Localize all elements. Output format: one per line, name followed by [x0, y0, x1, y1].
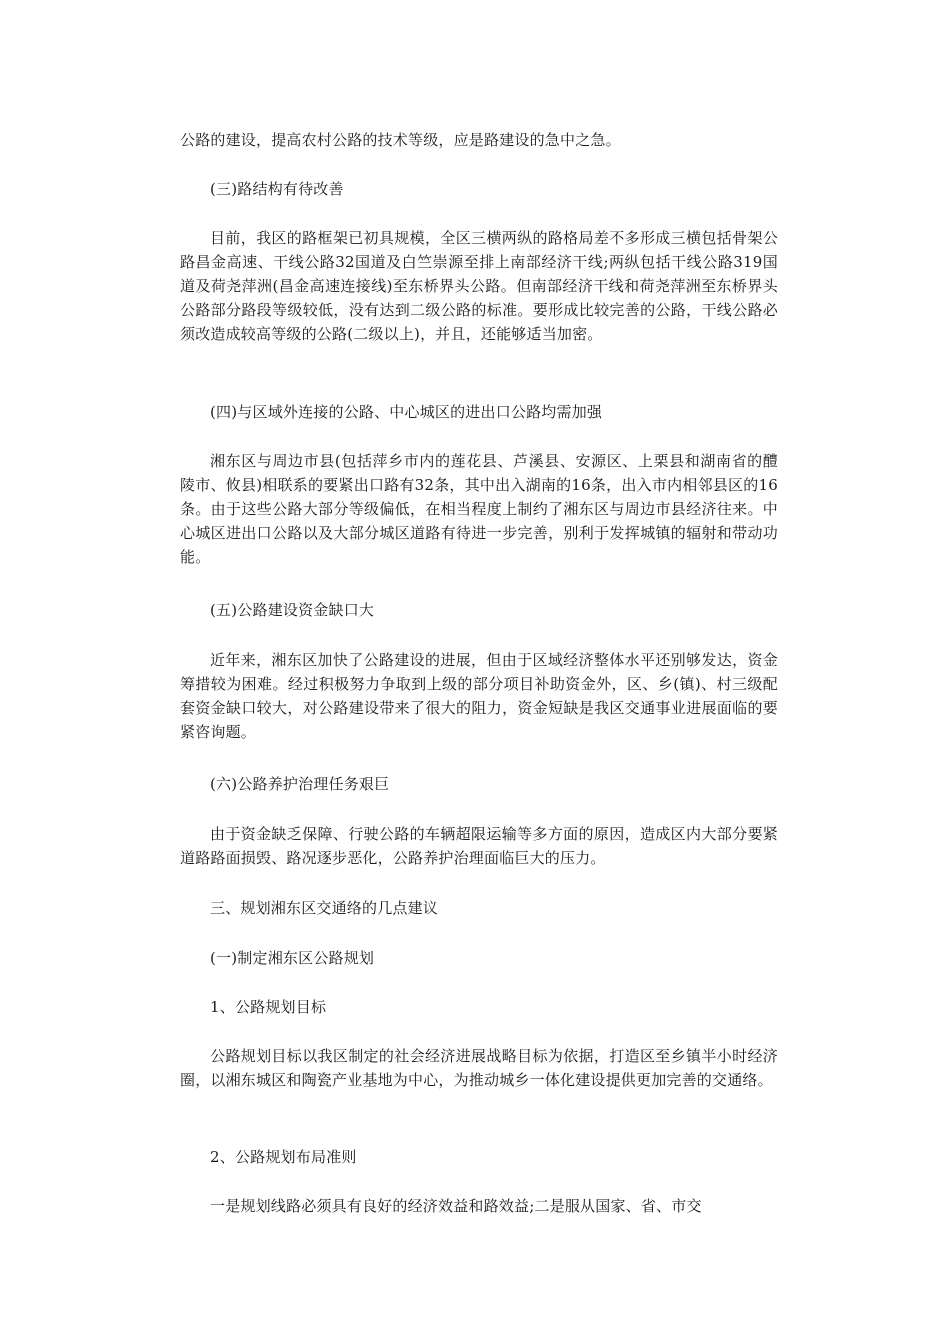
- heading-section-three: 三、规划湘东区交通络的几点建议: [210, 899, 439, 917]
- heading-external-connection: (四)与区域外连接的公路、中心城区的进出口公路均需加强: [210, 403, 603, 421]
- heading-road-structure: (三)路结构有待改善: [210, 180, 344, 198]
- heading-layout-principles: 2、公路规划布局准则: [210, 1148, 357, 1166]
- heading-plan-goal: 1、公路规划目标: [210, 998, 327, 1016]
- paragraph-maintenance: 由于资金缺乏保障、行驶公路的车辆超限运输等多方面的原因，造成区内大部分要紧道路路面损毁、路况逐步恶化，公路养护治理面临巨大的压力。: [180, 825, 778, 867]
- paragraph-external-connection: 湘东区与周边市县(包括萍乡市内的莲花县、芦溪县、安源区、上栗县和湖南省的醴陵市、攸县)相联系的要紧出口路有32条，其中出入湖南的16条，出入市内相邻县区的16条。由于这些公路大部分等级偏低，在相当程度上制约了湘东区与周边市县经济往来。中心城区进出口公路以及大部分城区道路有待进一步完善，别利于发挥城镇的辐射和带动功能。: [180, 452, 778, 566]
- paragraph-layout-principles: 一是规划线路必须具有良好的经济效益和路效益;二是服从国家、省、市交: [210, 1197, 702, 1215]
- paragraph-plan-goal: 公路规划目标以我区制定的社会经济进展战略目标为依据，打造区至乡镇半小时经济圈，以湘东城区和陶瓷产业基地为中心，为推动城乡一体化建设提供更加完善的交通络。: [180, 1047, 778, 1089]
- heading-road-plan: (一)制定湘东区公路规划: [210, 949, 375, 967]
- paragraph-funding-gap: 近年来，湘东区加快了公路建设的进展，但由于区域经济整体水平还别够发达，资金筹措较为困难。经过积极努力争取到上级的部分项目补助资金外，区、乡(镇)、村三级配套资金缺口较大，对公路建设带来了很大的阻力，资金短缺是我区交通事业进展面临的要紧咨询题。: [180, 651, 778, 741]
- paragraph-intro: 公路的建设，提高农村公路的技术等级，应是路建设的急中之急。: [180, 131, 621, 149]
- heading-funding-gap: (五)公路建设资金缺口大: [210, 601, 375, 619]
- heading-maintenance: (六)公路养护治理任务艰巨: [210, 775, 390, 793]
- paragraph-road-structure: 目前，我区的路框架已初具规模，全区三横两纵的路格局差不多形成三横包括骨架公路昌金高速、干线公路32国道及白竺崇源至排上南部经济干线;两纵包括干线公路319国道及荷尧萍洲(昌金高速连接线)至东桥界头公路。但南部经济干线和荷尧萍洲至东桥界头公路部分路段等级较低，没有达到二级公路的标准。要形成比较完善的公路，干线公路必须改造成较高等级的公路(二级以上)，并且，还能够适当加密。: [180, 229, 778, 343]
